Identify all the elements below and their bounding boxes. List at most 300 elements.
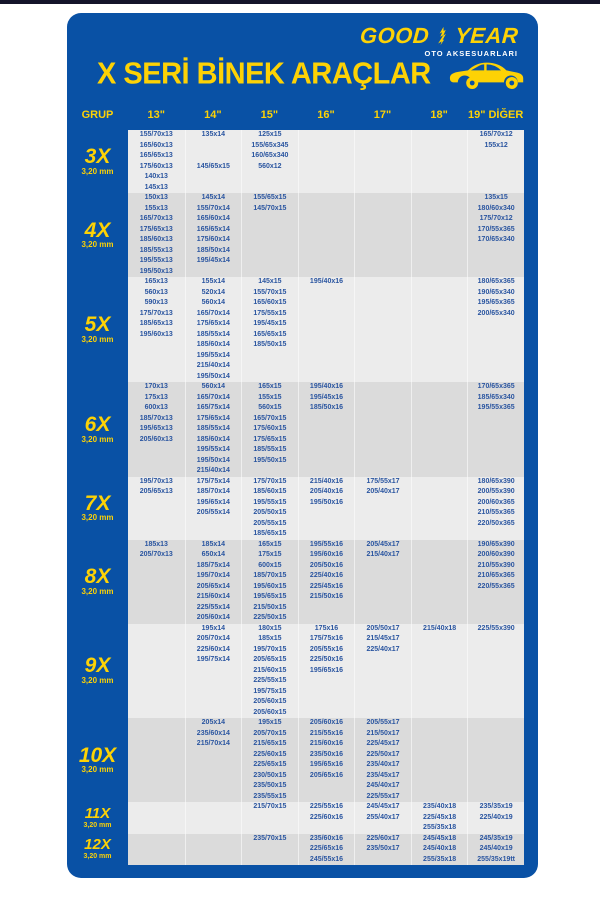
size-cell — [355, 571, 411, 582]
size-column-15 — [241, 382, 298, 477]
size-cell — [468, 424, 524, 435]
size-cell: 175x13 — [144, 393, 168, 401]
size-column-17 — [354, 193, 411, 277]
size-cell: 175/65x13 — [139, 225, 173, 233]
size-cell — [128, 792, 185, 803]
size-column-14 — [185, 802, 242, 834]
size-cell — [299, 613, 355, 624]
size-cell — [128, 445, 185, 456]
size-cell: 165/60x13 — [139, 141, 173, 149]
size-cell — [412, 508, 468, 519]
size-cell: 135x14 — [201, 131, 226, 138]
column-header-18: 18" — [430, 109, 448, 121]
size-cell: 165/65x13 — [139, 152, 173, 159]
size-cell — [128, 498, 185, 509]
group-name: 8X — [84, 565, 111, 589]
size-cell — [186, 666, 242, 677]
size-cell: 200/55x390 — [477, 488, 515, 495]
size-cell — [468, 435, 524, 446]
size-cell — [355, 235, 411, 246]
size-cell: 195/65x15 — [253, 593, 287, 600]
size-cell — [412, 655, 468, 666]
size-column-15 — [241, 477, 298, 540]
size-cell — [355, 372, 411, 383]
size-cell — [412, 456, 468, 467]
group-band-10x — [67, 718, 524, 802]
size-column-17 — [354, 802, 411, 834]
size-cell — [355, 172, 411, 183]
size-cell — [412, 666, 468, 677]
size-cell — [412, 424, 468, 435]
size-cell: 560x15 — [258, 404, 282, 411]
group-label-8x — [67, 540, 128, 624]
size-cell: 195/60x16 — [309, 551, 344, 558]
size-cell — [299, 687, 355, 698]
size-cell — [299, 330, 355, 341]
size-cell: 165/65x15 — [253, 330, 287, 338]
size-cell: 165/60x14 — [196, 215, 230, 222]
size-cell: 155x14 — [201, 278, 226, 285]
size-cell: 170/65x365 — [477, 383, 515, 390]
size-cell — [186, 844, 242, 855]
size-cell — [468, 729, 524, 740]
size-cell: 245/40x18 — [423, 845, 457, 852]
size-cell — [128, 466, 185, 477]
size-cell — [412, 529, 468, 540]
size-cell: 160/65x340 — [251, 152, 289, 159]
size-cell — [468, 739, 524, 750]
size-cell — [299, 340, 355, 351]
size-column-13 — [128, 718, 185, 802]
size-cell — [299, 130, 355, 141]
size-column-15 — [241, 193, 298, 277]
size-cell — [299, 456, 355, 467]
column-header-grup: GRUP — [81, 109, 114, 121]
size-cell: 225/55x16 — [309, 803, 344, 810]
size-cell — [128, 655, 185, 666]
size-cell — [299, 214, 355, 225]
size-cell: 560x14 — [201, 383, 226, 390]
size-cell — [299, 372, 355, 383]
size-cell — [299, 603, 355, 614]
size-cell: 210/55x365 — [477, 509, 515, 516]
size-cell: 205/70x14 — [196, 635, 230, 642]
size-cell: 235/70x15 — [253, 834, 287, 842]
size-column-16 — [298, 382, 355, 477]
group-band-6x — [67, 382, 524, 477]
size-cell — [242, 361, 298, 372]
size-cell — [128, 813, 185, 824]
size-cell: 175/65x14 — [196, 414, 230, 422]
size-cell: 205/60x16 — [309, 719, 344, 726]
size-cell — [242, 823, 298, 834]
size-cell — [128, 603, 185, 614]
size-cell — [355, 561, 411, 572]
size-cell: 175/75x16 — [309, 635, 344, 642]
size-cell: 225/60x14 — [196, 645, 230, 653]
size-cell: 215/60x14 — [196, 593, 230, 600]
size-cell — [468, 781, 524, 792]
size-cell: 185/70x15 — [253, 572, 287, 579]
size-cell: 255/35x18 — [423, 824, 457, 831]
size-cell — [128, 781, 185, 792]
size-cell — [468, 655, 524, 666]
size-cell — [355, 403, 411, 414]
size-cell: 225/60x17 — [366, 834, 400, 842]
size-cell — [242, 172, 298, 183]
group-name: 12X — [84, 836, 111, 854]
group-label-10x — [67, 718, 128, 802]
size-cell — [468, 603, 524, 614]
size-cell — [468, 645, 524, 656]
size-cell: 195/50x15 — [253, 456, 287, 464]
group-label-12x — [67, 834, 128, 866]
size-cell: 245/45x17 — [366, 803, 400, 810]
column-header-row — [67, 107, 524, 123]
size-cell: 195/50x16 — [309, 498, 344, 506]
size-column-15 — [241, 624, 298, 719]
size-cell — [412, 288, 468, 299]
size-cell: 175/70x13 — [139, 309, 173, 317]
size-cell: 235/45x17 — [366, 771, 400, 779]
size-column-16 — [298, 802, 355, 834]
size-cell — [412, 519, 468, 530]
size-column-19 — [467, 193, 524, 277]
size-column-18 — [411, 277, 468, 382]
size-cell — [186, 855, 242, 866]
size-cell: 165/75x14 — [196, 404, 230, 411]
size-column-19 — [467, 802, 524, 834]
wingfoot-icon — [431, 26, 452, 46]
size-cell: 205/55x14 — [196, 509, 230, 516]
size-column-16 — [298, 277, 355, 382]
size-column-19 — [467, 277, 524, 382]
size-cell — [412, 729, 468, 740]
size-column-18 — [411, 624, 468, 719]
size-cell — [299, 414, 355, 425]
size-cell: 205x14 — [201, 719, 226, 726]
group-size-grid — [128, 718, 524, 802]
size-cell — [412, 550, 468, 561]
size-cell — [186, 802, 242, 813]
size-column-19 — [467, 477, 524, 540]
size-column-15 — [241, 834, 298, 866]
logo-word-good: GOOD — [358, 23, 430, 48]
size-cell: 145/65x15 — [196, 162, 230, 170]
size-cell — [412, 592, 468, 603]
size-cell: 195/65x16 — [309, 666, 344, 674]
size-cell — [355, 414, 411, 425]
size-cell: 650x14 — [201, 551, 226, 558]
size-cell — [186, 792, 242, 803]
size-cell — [412, 319, 468, 330]
size-column-14 — [185, 382, 242, 477]
size-cell — [128, 666, 185, 677]
size-cell — [186, 151, 242, 162]
size-cell: 175/70x12 — [479, 215, 513, 222]
size-cell — [299, 235, 355, 246]
group-size-grid — [128, 802, 524, 834]
group-size-grid — [128, 193, 524, 277]
size-cell — [412, 403, 468, 414]
size-cell — [355, 435, 411, 446]
size-cell: 215/50x17 — [366, 729, 400, 737]
size-cell: 165x15 — [258, 540, 282, 548]
size-cell — [468, 319, 524, 330]
size-cell: 235/55x15 — [253, 792, 287, 800]
group-name: 7X — [84, 491, 111, 515]
table-bands — [67, 130, 524, 865]
size-cell — [468, 708, 524, 719]
size-column-17 — [354, 382, 411, 477]
size-cell — [128, 834, 185, 845]
size-cell — [468, 676, 524, 687]
size-cell: 185/70x14 — [196, 488, 230, 495]
size-column-13 — [128, 540, 185, 624]
size-cell: 170x13 — [144, 383, 168, 390]
size-cell — [128, 582, 185, 593]
size-cell — [299, 519, 355, 530]
group-name: 10X — [78, 743, 117, 767]
size-cell: 215/65x15 — [253, 740, 287, 747]
size-cell: 195/65x13 — [139, 425, 173, 432]
size-cell: 210/55x390 — [477, 561, 515, 569]
size-cell — [299, 792, 355, 803]
size-cell: 215/40x14 — [196, 362, 230, 369]
size-cell: 140x13 — [144, 173, 168, 180]
size-cell — [355, 445, 411, 456]
size-column-13 — [128, 130, 185, 193]
size-cell: 245/40x19 — [479, 845, 513, 852]
size-cell — [355, 162, 411, 173]
size-cell — [412, 603, 468, 614]
size-cell — [128, 592, 185, 603]
size-cell: 220/55x365 — [477, 582, 515, 590]
size-cell — [299, 204, 355, 215]
size-column-17 — [354, 477, 411, 540]
size-cell — [468, 246, 524, 257]
size-cell: 165x15 — [258, 383, 282, 390]
group-thickness: 3,20 mm — [81, 513, 114, 523]
size-cell — [186, 823, 242, 834]
size-cell: 165/70x12 — [479, 131, 513, 138]
size-cell: 145x14 — [201, 194, 226, 201]
size-cell — [355, 582, 411, 593]
size-cell — [412, 204, 468, 215]
size-column-17 — [354, 540, 411, 624]
size-cell — [355, 214, 411, 225]
size-cell: 195/75x15 — [253, 687, 287, 695]
size-column-19 — [467, 382, 524, 477]
size-cell: 215/45x17 — [366, 635, 400, 642]
size-cell — [186, 750, 242, 761]
group-name: 6X — [84, 412, 111, 436]
size-column-14 — [185, 624, 242, 719]
size-cell — [355, 592, 411, 603]
group-thickness: 3,20 mm — [81, 166, 114, 176]
size-cell — [355, 655, 411, 666]
size-cell — [355, 183, 411, 194]
size-cell — [412, 687, 468, 698]
size-cell — [299, 141, 355, 152]
size-column-13 — [128, 477, 185, 540]
size-cell — [299, 445, 355, 456]
size-cell: 225/40x19 — [479, 813, 513, 821]
size-cell — [355, 456, 411, 467]
size-cell: 205/55x15 — [253, 519, 287, 527]
size-cell: 165x13 — [144, 278, 168, 285]
size-cell — [412, 351, 468, 362]
size-cell — [468, 162, 524, 173]
size-cell — [186, 183, 242, 194]
size-cell: 235/35x19 — [479, 803, 513, 810]
column-header-17: 17" — [373, 109, 392, 121]
size-cell — [299, 172, 355, 183]
size-cell: 125x15 — [258, 131, 282, 138]
size-cell — [355, 823, 411, 834]
size-cell — [468, 760, 524, 771]
size-cell — [186, 697, 242, 708]
size-cell: 245/35x19 — [479, 834, 513, 842]
size-cell: 210/65x365 — [477, 572, 515, 579]
size-cell — [186, 708, 242, 719]
size-cell: 225/45x16 — [309, 582, 344, 590]
column-header-15: 15" — [260, 109, 279, 121]
size-cell — [186, 781, 242, 792]
size-cell — [468, 414, 524, 425]
group-band-5x — [67, 277, 524, 382]
size-cell: 600x13 — [144, 404, 168, 411]
size-cell — [412, 130, 468, 141]
size-cell — [412, 582, 468, 593]
size-cell — [412, 151, 468, 162]
size-cell — [412, 267, 468, 278]
size-cell — [468, 750, 524, 761]
size-cell — [242, 267, 298, 278]
size-cell — [468, 183, 524, 194]
group-name: 11X — [84, 804, 111, 822]
size-cell: 195/50x13 — [139, 267, 173, 275]
group-size-grid — [128, 540, 524, 624]
size-cell: 245/45x18 — [423, 834, 457, 842]
size-column-13 — [128, 382, 185, 477]
size-cell: 215/40x18 — [423, 624, 457, 632]
size-cell: 205/65x15 — [253, 656, 287, 663]
size-cell: 215/70x14 — [196, 740, 230, 747]
size-cell — [128, 718, 185, 729]
size-cell: 215/40x14 — [196, 467, 230, 474]
size-cell: 195/65x365 — [477, 299, 515, 306]
size-column-13 — [128, 624, 185, 719]
size-cell — [412, 225, 468, 236]
size-cell: 175/60x13 — [139, 162, 173, 170]
size-cell: 175x15 — [258, 551, 282, 558]
size-cell: 195/50x14 — [196, 456, 230, 464]
size-cell: 185/65x340 — [477, 393, 515, 401]
size-cell: 205/65x14 — [196, 582, 230, 590]
size-cell — [412, 561, 468, 572]
group-band-12x — [67, 834, 524, 866]
size-cell: 225/45x17 — [366, 740, 400, 747]
size-cell — [242, 225, 298, 236]
size-cell — [412, 466, 468, 477]
size-cell — [412, 750, 468, 761]
size-cell — [186, 141, 242, 152]
size-cell — [355, 309, 411, 320]
size-cell — [128, 613, 185, 624]
size-cell: 215/55x16 — [309, 729, 344, 737]
size-column-17 — [354, 718, 411, 802]
size-cell: 215/50x16 — [309, 593, 344, 600]
size-cell — [468, 330, 524, 341]
size-cell: 165/70x14 — [196, 309, 230, 317]
size-cell — [468, 256, 524, 267]
size-column-14 — [185, 834, 242, 866]
size-cell: 185/60x13 — [139, 236, 173, 243]
column-header-13: 13" — [147, 109, 165, 121]
size-cell — [355, 361, 411, 372]
size-cell — [468, 361, 524, 372]
size-cell: 235/60x14 — [196, 729, 230, 737]
size-cell: 205/50x16 — [309, 561, 344, 569]
size-cell — [468, 267, 524, 278]
size-cell: 165/60x15 — [253, 299, 287, 306]
size-cell — [468, 172, 524, 183]
size-cell — [355, 613, 411, 624]
size-cell: 185/65x13 — [139, 320, 173, 327]
size-cell — [355, 393, 411, 404]
size-cell — [299, 697, 355, 708]
size-cell — [412, 162, 468, 173]
size-cell — [242, 256, 298, 267]
size-cell: 235/40x17 — [366, 761, 400, 768]
size-cell: 145/70x15 — [253, 204, 287, 212]
size-cell: 225/60x15 — [253, 750, 287, 758]
size-cell — [242, 466, 298, 477]
size-cell — [128, 361, 185, 372]
size-cell — [412, 760, 468, 771]
size-cell: 215/40x16 — [309, 477, 344, 485]
size-cell: 195/55x16 — [309, 540, 344, 548]
size-cell: 235/40x18 — [423, 803, 457, 810]
size-cell — [128, 508, 185, 519]
size-cell: 195x14 — [201, 624, 226, 632]
size-column-13 — [128, 802, 185, 834]
size-cell — [299, 781, 355, 792]
size-cell — [355, 267, 411, 278]
size-cell — [186, 813, 242, 824]
size-cell — [242, 235, 298, 246]
size-cell — [412, 414, 468, 425]
size-cell: 215/70x15 — [253, 803, 287, 810]
column-header-16: 16" — [317, 109, 335, 121]
logo-word-year: YEAR — [454, 23, 519, 48]
group-label-4x — [67, 193, 128, 277]
size-cell: 205/45x17 — [366, 540, 400, 548]
size-cell: 185x14 — [201, 540, 226, 548]
size-cell: 195/45x14 — [196, 257, 230, 264]
size-cell: 235/50x16 — [309, 750, 344, 758]
size-column-17 — [354, 130, 411, 193]
size-cell — [412, 172, 468, 183]
size-cell — [299, 162, 355, 173]
size-cell — [468, 529, 524, 540]
size-cell — [128, 676, 185, 687]
size-cell — [468, 634, 524, 645]
size-cell — [412, 708, 468, 719]
size-cell — [412, 487, 468, 498]
size-cell — [412, 645, 468, 656]
